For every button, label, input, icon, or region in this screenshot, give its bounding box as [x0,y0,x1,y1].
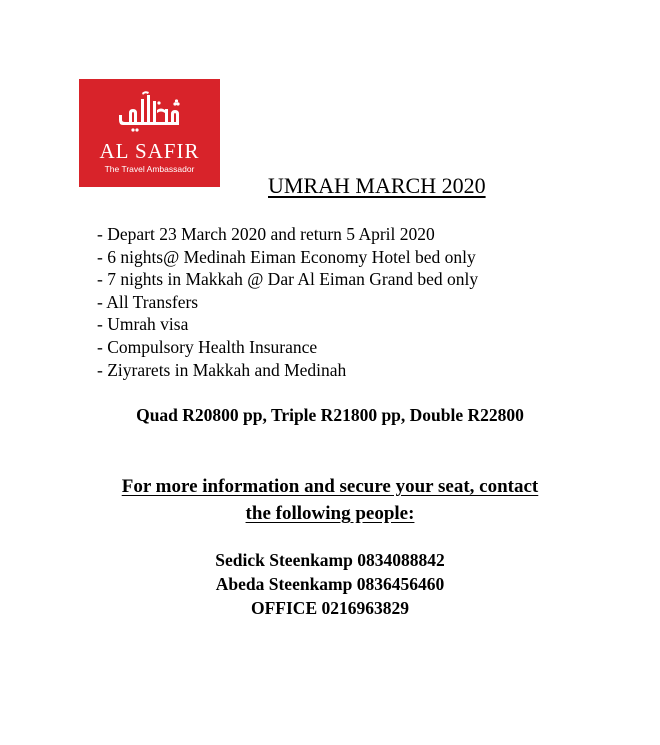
list-item: - 7 nights in Makkah @ Dar Al Eiman Grand bed only [97,269,479,290]
contact-heading-line-2: the following people: [245,503,415,524]
arabic-calligraphy-logo [79,79,220,139]
list-item: - Compulsory Health Insurance [97,336,318,357]
logo-name: AL SAFIR [99,139,200,163]
contact-heading-line-1: For more information and secure your seat, contact [121,476,539,497]
list-item: - Depart 23 March 2020 and return 5 April 2020 [97,224,435,244]
list-item: - Ziyrarets in Makkah and Medinah [97,359,347,380]
contact-list [0,548,660,620]
logo-tagline: The Travel Ambassador [104,164,195,174]
list-item: - All Transfers [97,291,199,312]
price-line: Quad R20800 pp, Triple R21800 pp, Double R22800 [136,405,524,425]
list-item: - 6 nights@ Medinah Eiman Economy Hotel bed only [97,246,476,267]
list-item: - Umrah visa [97,314,189,335]
contact-heading [60,473,600,527]
contact-entry: OFFICE 0216963829 [251,598,409,618]
al-safir-logo [79,79,220,187]
page-title: UMRAH MARCH 2020 [268,173,486,198]
package-details-list [97,223,478,381]
contact-entry: Abeda Steenkamp 0836456460 [215,574,445,594]
contact-entry: Sedick Steenkamp 0834088842 [215,550,445,570]
